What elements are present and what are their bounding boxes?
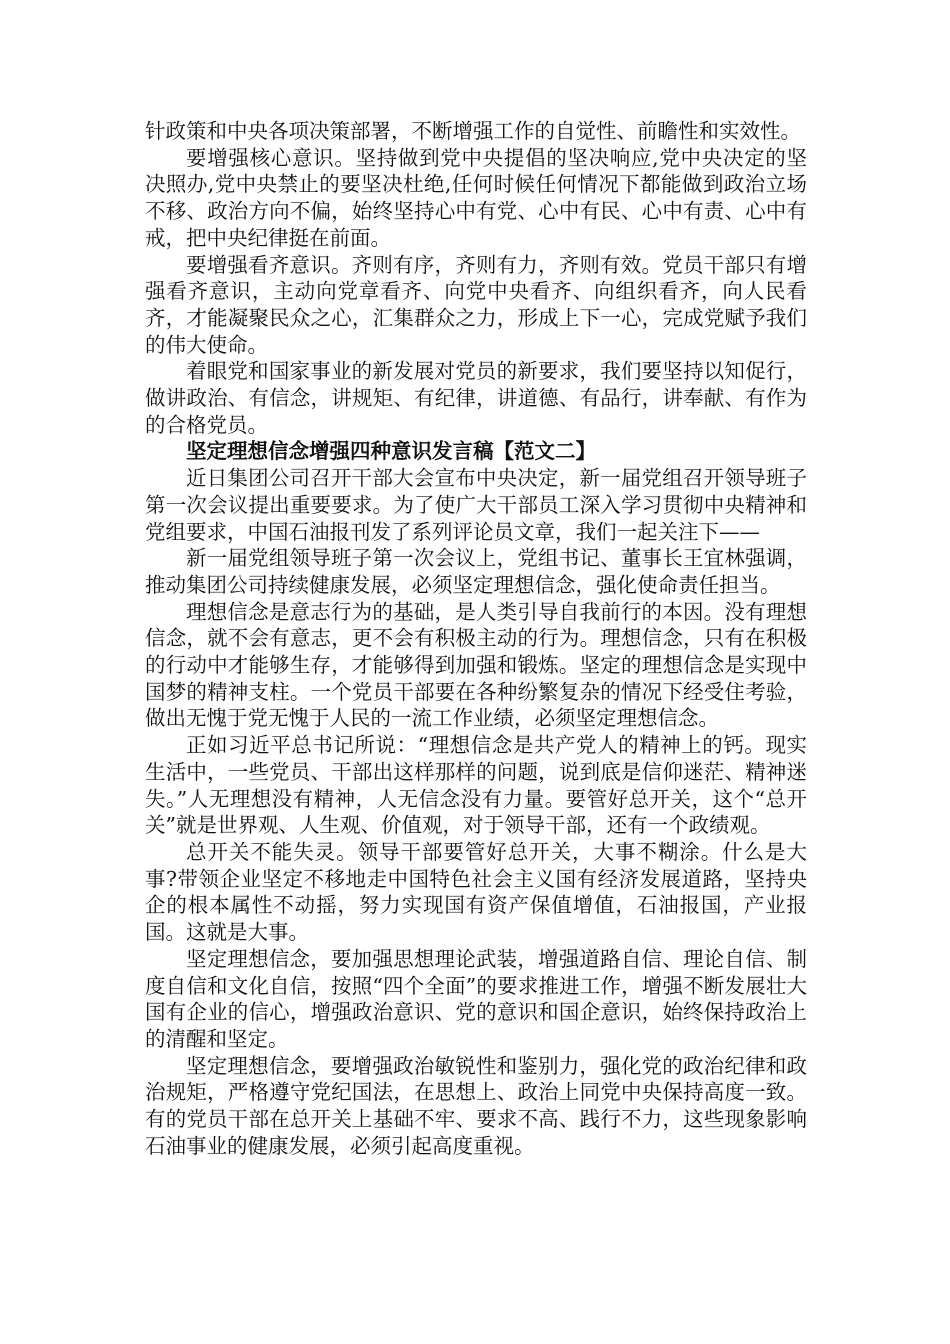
document-page [145,118,807,1159]
paragraph-ideals-foundation: 理想信念是意志行为的基础，是人类引导自我前行的本因。没有理想信念，就不会有意志，更不会有积极主动的行为。理想信念，只有在积极的行动中才能够生存，才能够得到加强和锻炼。坚定的理想信念是实现中国梦的精神支柱。一个党员干部要在各种纷繁复杂的情况下经受住考验，做出无愧于党无愧于人民的一流工作业绩，必须坚定理想信念。 [145,599,807,731]
section-heading: 坚定理想信念增强四种意识发言稿【范文二】 [186,439,596,464]
paragraph-master-switch: 总开关不能失灵。领导干部要管好总开关，大事不糊涂。什么是大事?带领企业坚定不移地走中国特色社会主义国有经济发展道路，坚持央企的根本属性不动摇，努力实现国有资产保值增值，石油报国，产业报国。这就是大事。 [145,839,807,945]
paragraph-core-awareness: 要增强核心意识。坚持做到党中央提倡的坚决响应,党中央决定的坚决照办,党中央禁止的要坚决杜绝,任何时候任何情况下都能做到政治立场不移、政治方向不偏，始终坚持心中有党、心中有民、心中有责、心中有戒，把中央纪律挺在前面。 [145,145,807,250]
paragraph-discipline: 坚定理想信念，要增强政治敏锐性和鉴别力，强化党的政治纪律和政治规矩，严格遵守党纪国法，在思想上、政治上同党中央保持高度一致。有的党员干部在总开关上基础不牢、要求不高、践行不力，这些现象影响石油事业的健康发展，必须引起高度重视。 [145,1053,807,1158]
paragraph-quote: 正如习近平总书记所说：“理想信念是共产党人的精神上的钙。现实生活中，一些党员、干部出这样那样的问题，说到底是信仰迷茫、精神迷失。”人无理想没有精神，人无信念没有力量。要管好总开关，这个“总开关”就是世界观、人生观、价值观，对于领导干部，还有一个政绩观。 [145,733,807,838]
paragraph-intro: 近日集团公司召开干部大会宣布中央决定，新一届党组召开领导班子第一次会议提出重要要求。为了使广大干部员工深入学习贯彻中央精神和党组要求，中国石油报刊发了系列评论员文章，我们一起关注下—— [145,466,807,544]
paragraph-theory: 坚定理想信念，要加强思想理论武装，增强道路自信、理论自信、制度自信和文化自信，按照“四个全面”的要求推进工作，增强不断发展壮大国有企业的信心，增强政治意识、党的意识和国企意识，始终保持政治上的清醒和坚定。 [145,946,807,1051]
paragraph-continued: 针政策和中央各项决策部署，不断增强工作的自觉性、前瞻性和实效性。 [145,119,801,143]
paragraph-alignment-awareness: 要增强看齐意识。齐则有序，齐则有力，齐则有效。党员干部只有增强看齐意识，主动向党章看齐、向党中央看齐、向组织看齐，向人民看齐，才能凝聚民众之心，汇集群众之力，形成上下一心，完成党赋予我们的伟大使命。 [145,252,807,357]
paragraph-meeting: 新一届党组领导班子第一次会议上，党组书记、董事长王宜林强调，推动集团公司持续健康发展，必须坚定理想信念，强化使命责任担当。 [145,546,807,597]
paragraph-qualified-member: 着眼党和国家事业的新发展对党员的新要求，我们要坚持以知促行，做讲政治、有信念，讲规矩、有纪律，讲道德、有品行，讲奉献、有作为的合格党员。 [145,359,807,437]
